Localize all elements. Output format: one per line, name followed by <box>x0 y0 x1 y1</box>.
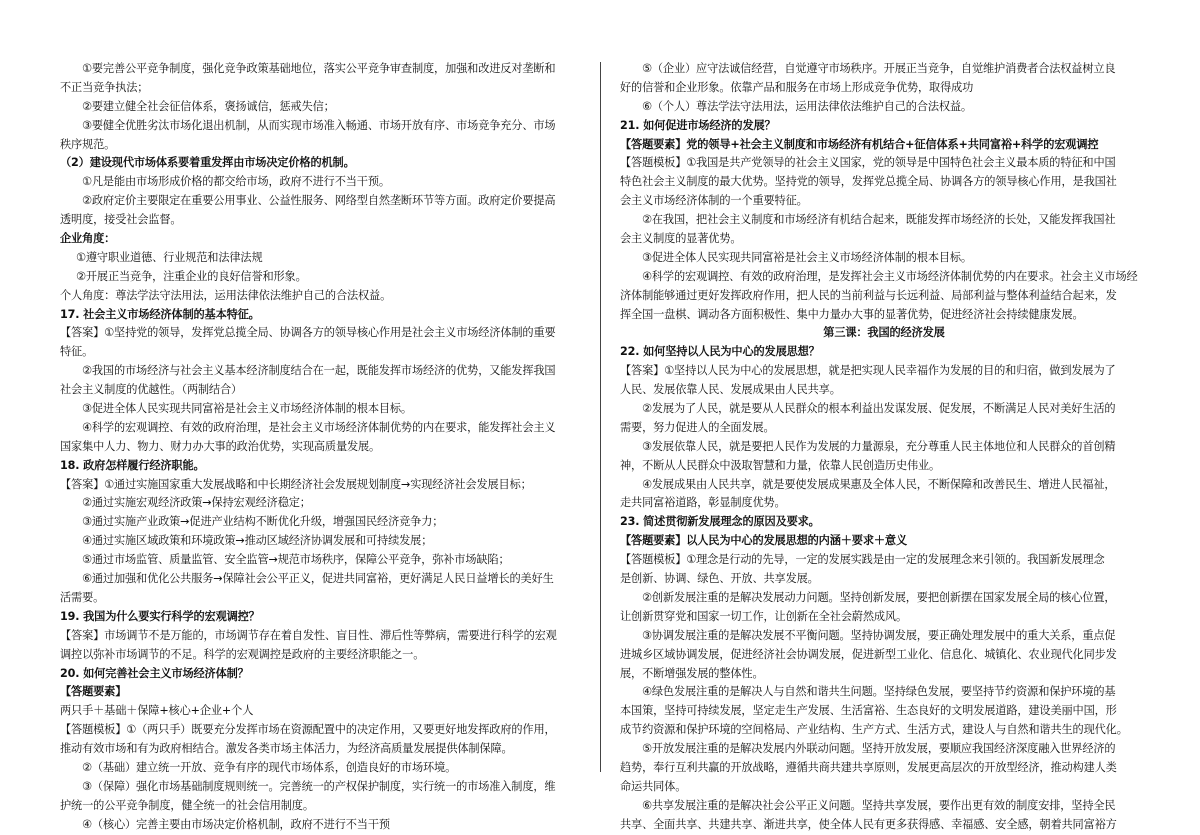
right-text-line: 是创新、协调、绿色、开放、共享发展。 <box>620 572 819 586</box>
left-text-line: 透明度，接受社会监督。 <box>60 213 182 227</box>
right-text-line: ②创新发展注重的是解决发展动力问题。坚持创新发展，要把创新摆在国家发展全局的核心位置， <box>642 590 1116 604</box>
left-text-line: 社会主义制度的优越性。（两制结合） <box>60 383 243 397</box>
right-text-line: 共享、全面共享、共建共享、渐进共享，使全体人民有更多获得感、幸福感、安全感，朝着共同富裕方 <box>620 817 1117 831</box>
left-column <box>60 60 582 835</box>
left-text-line: 不正当竞争执法； <box>60 80 149 94</box>
right-text-line: 【答题模板】①理念是行动的先导，一定的发展实践是由一定的发展理念来引领的。我国新发展理念 <box>620 553 1105 567</box>
right-text-line: 需要，努力促进人的全面发展。 <box>620 420 775 434</box>
right-text-line: 23. 简述贯彻新发展理念的原因及要求。 <box>620 515 820 529</box>
right-text-line: 好的信誉和企业形象。依靠产品和服务在市场上形成竞争优势，取得成功 <box>620 80 974 94</box>
right-text-line: ⑤开放发展注重的是解决发展内外联动问题。坚持开放发展，要顺应我国经济深度融入世界经济的 <box>642 742 1116 756</box>
right-text-line: 【答题要素】党的领导+社会主义制度和市场经济有机结合+征信体系+共同富裕+科学的宏观调控 <box>620 137 1099 151</box>
right-text-line: ③协调发展注重的是解决发展不平衡问题。坚持协调发展，要正确处理发展中的重大关系，重点促 <box>642 628 1116 642</box>
right-text-line: 22. 如何坚持以人民为中心的发展思想？ <box>620 345 820 359</box>
left-text-line: 【答题要素】 <box>60 685 127 699</box>
left-text-line: 推动有效市场和有为政府相结合。激发各类市场主体活力，为经济高质量发展提供体制保障。 <box>60 742 513 756</box>
right-text-line: 21. 如何促进市场经济的发展？ <box>620 118 776 132</box>
right-text-line: ⑤（企业）应守法诚信经营，自觉遵守市场秩序。开展正当竞争，自觉维护消费者合法权益树立良 <box>642 62 1116 75</box>
right-text-line: 会主义制度的显著优势。 <box>620 232 742 246</box>
right-text-line: 特色社会主义制度的最大优势。坚持党的领导，发挥党总揽全局、协调各方的领导核心作用，是我国社 <box>620 175 1117 189</box>
left-text-line: 【答案】①通过实施国家重大发展战略和中长期经济社会发展规划制度→实现经济社会发展目标； <box>60 477 532 491</box>
right-text-line: 进城乡区域协调发展，促进经济社会协调发展，促进新型工业化、信息化、城镇化、农业现代化同步发 <box>620 647 1117 661</box>
left-text-line: ⑤通过市场监管、质量监管、安全监管→规范市场秩序，保障公平竞争，弥补市场缺陷； <box>82 553 510 567</box>
left-text-line: ③要健全优胜劣汰市场化退出机制，从而实现市场准入畅通、市场开放有序、市场竞争充分、市场 <box>82 118 556 132</box>
right-text-line: ④绿色发展注重的是解决人与自然和谐共生问题。坚持绿色发展，要坚持节约资源和保护环境的基 <box>642 685 1116 699</box>
left-text-line: 护统一的公平竞争制度，健全统一的社会信用制度。 <box>60 798 314 812</box>
left-text-line: ①凡是能由市场形成价格的都交给市场，政府不进行不当干预。 <box>82 175 390 189</box>
left-text-line: ④（核心）完善主要由市场决定价格机制，政府不进行不当干预 <box>82 817 390 831</box>
right-text-line: 命运共同体。 <box>620 779 687 793</box>
left-text-line: ②我国的市场经济与社会主义基本经济制度结合在一起，既能发挥市场经济的优势，又能发挥我国 <box>82 364 556 378</box>
right-text-line: 第三课：我国的经济发展 <box>823 326 945 340</box>
left-text-line: ①遵守职业道德、行业规范和法律法规 <box>76 250 263 264</box>
right-text-line: 让创新贯穿党和国家一切工作，让创新在全社会蔚然成风。 <box>620 609 907 623</box>
right-text-line: 【答题要素】以人民为中心的发展思想的内涵＋要求＋意义 <box>620 534 907 548</box>
left-text-line: 企业角度： <box>60 232 116 246</box>
right-text-line: ⑥（个人）尊法学法守法用法，运用法律依法维护自己的合法权益。 <box>642 99 972 113</box>
left-text-line: ②开展正当竞争，注重企业的良好信誉和形象。 <box>76 269 307 283</box>
left-text-line: 秩序规范。 <box>60 137 116 151</box>
right-text-line: 成节约资源和保护环境的空间格局、产业结构、生产方式、生活方式，建设人与自然和谐共生的现代化。 <box>620 723 1128 737</box>
left-text-line: 【答题模板】①（两只手）既要充分发挥市场在资源配置中的决定作用，又要更好地发挥政府的作用， <box>60 723 556 737</box>
left-text-line: 19. 我国为什么要实行科学的宏观调控？ <box>60 609 260 623</box>
right-column <box>620 60 1148 835</box>
left-text-line: ③促进全体人民实现共同富裕是社会主义市场经济体制的根本目标。 <box>82 402 412 416</box>
left-text-line: 调控以弥补市场调节的不足。科学的宏观调控是政府的主要经济职能之一。 <box>60 647 425 661</box>
right-text-line: ④发展成果由人民共享，就是要使发展成果惠及全体人民，不断保障和改善民生、增进人民福祉， <box>642 477 1116 491</box>
left-text-line: 两只手＋基础＋保障+核心+企业+个人 <box>60 704 254 718</box>
column-divider <box>600 62 601 772</box>
left-text-line: ②要建立健全社会征信体系，褒扬诚信，惩戒失信； <box>82 99 335 113</box>
right-text-line: 【答案】①坚持以人民为中心的发展思想，就是把实现人民幸福作为发展的目的和归宿，做到发展为了 <box>620 364 1116 378</box>
right-text-line: ③发展依靠人民，就是要把人民作为发展的力量源泉，充分尊重人民主体地位和人民群众的首创精 <box>642 439 1116 453</box>
right-text-line: 【答题模板】①我国是共产党领导的社会主义国家，党的领导是中国特色社会主义最本质的特征和中国 <box>620 156 1116 170</box>
right-text-line: 本国策，坚持可持续发展，坚定走生产发展、生活富裕、生态良好的文明发展道路，建设美丽中国，形 <box>620 704 1117 718</box>
left-text-line: 个人角度：尊法学法守法用法，运用法律依法维护自己的合法权益。 <box>60 288 392 302</box>
left-text-line: ②（基础）建立统一开放、竞争有序的现代市场体系，创造良好的市场环境。 <box>82 760 457 774</box>
left-text-line: 特征。 <box>60 345 94 359</box>
left-text-line: 国家集中人力、物力、财力办大事的政治优势，实现高质量发展。 <box>60 439 381 453</box>
right-text-line: 趋势，奉行互利共赢的开放战略，遵循共商共建共享原则，发展更高层次的开放型经济，推动构建人类 <box>620 760 1117 774</box>
left-text-line: 17. 社会主义市场经济体制的基本特征。 <box>60 307 260 321</box>
left-text-line: ④科学的宏观调控、有效的政府治理，是社会主义市场经济体制优势的内在要求，能发挥社会主义 <box>82 420 556 434</box>
left-text-line: 18. 政府怎样履行经济职能。 <box>60 458 205 472</box>
right-text-line: 人民、发展依靠人民、发展成果由人民共享。 <box>620 383 841 397</box>
left-text-line: ①要完善公平竞争制度，强化竞争政策基础地位，落实公平竞争审查制度，加强和改进反对垄断和 <box>82 62 556 75</box>
right-text-line: 会主义市场经济体制的一个重要特征。 <box>620 194 808 208</box>
left-text-line: 活需要。 <box>60 590 105 604</box>
left-text-line: ⑥通过加强和优化公共服务→保障社会公平正义，促进共同富裕，更好满足人民日益增长的美好生 <box>82 572 554 586</box>
left-text-line: ③（保障）强化市场基础制度规则统一。完善统一的产权保护制度，实行统一的市场准入制度，维 <box>82 779 556 793</box>
left-text-line: （2）建设现代市场体系要着重发挥由市场决定价格的机制。 <box>60 156 355 170</box>
right-text-line: 神，不断从人民群众中汲取智慧和力量，依靠人民创造历史伟业。 <box>620 458 941 472</box>
left-text-line: ③通过实施产业政策→促进产业结构不断优化升级，增强国民经济竞争力； <box>82 515 444 529</box>
right-text-line: ②在我国，把社会主义制度和市场经济有机结合起来，既能发挥市场经济的长处，又能发挥我国社 <box>642 213 1116 227</box>
left-text-line: ②通过实施宏观经济政策→保持宏观经济稳定； <box>82 496 311 510</box>
left-text-line: 20. 如何完善社会主义市场经济体制？ <box>60 666 249 680</box>
left-text-line: ④通过实施区域政策和环境政策→推动区域经济协调发展和可持续发展； <box>82 534 433 548</box>
right-text-line: ⑥共享发展注重的是解决社会公平正义问题。坚持共享发展，要作出更有效的制度安排，坚持全民 <box>642 798 1116 812</box>
right-text-line: ③促进全体人民实现共同富裕是社会主义市场经济体制的根本目标。 <box>642 250 972 264</box>
right-text-line: 展，不断增强发展的整体性。 <box>620 666 764 680</box>
right-text-line: ②发展为了人民，就是要从人民群众的根本利益出发谋发展、促发展，不断满足人民对美好生活的 <box>642 402 1116 416</box>
right-text-line: 济体制能够通过更好发挥政府作用，把人民的当前利益与长远利益、局部利益与整体利益结合起来，发 <box>620 288 1117 302</box>
right-text-line: 走共同富裕道路，彰显制度优势。 <box>620 496 786 510</box>
left-text-line: ②政府定价主要限定在重要公用事业、公益性服务、网络型自然垄断环节等方面。政府定价要提高 <box>82 194 556 208</box>
left-text-line: 【答案】市场调节不是万能的，市场调节存在着自发性、盲目性、滞后性等弊病，需要进行科学的宏观 <box>60 628 557 642</box>
right-text-line: 挥全国一盘棋、调动各方面积极性、集中力量办大事的显著优势，促进经济社会持续健康发展。 <box>620 307 1084 321</box>
right-text-line: ④科学的宏观调控、有效的政府治理，是发挥社会主义市场经济体制优势的内在要求。社会主义市场经 <box>642 269 1138 283</box>
left-text-line: 【答案】①坚持党的领导，发挥党总揽全局、协调各方的领导核心作用是社会主义市场经济体制的重要 <box>60 326 556 340</box>
